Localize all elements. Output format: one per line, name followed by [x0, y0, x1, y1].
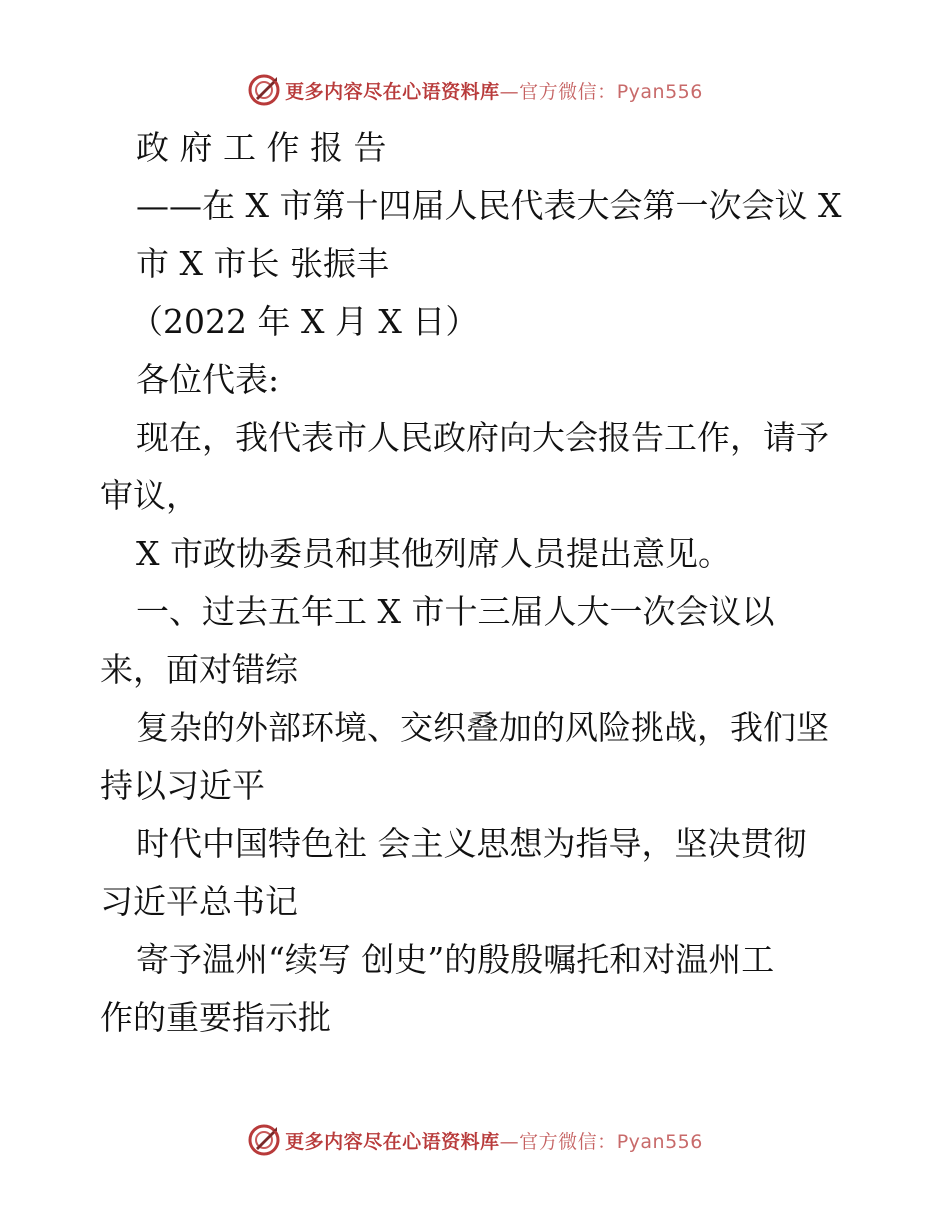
paragraph-5-line1: 时代中国特色社 会主义思想为指导，坚决贯彻: [136, 824, 807, 863]
watermark-footer: [0, 1120, 950, 1160]
paragraph-1-line1: 现在，我代表市人民政府向大会报告工作，请予: [136, 418, 829, 457]
document-subtitle-line2: 市 X 市长 张振丰: [136, 244, 389, 283]
watermark-wechat-id: Pyan556: [616, 1130, 703, 1153]
salutation: 各位代表:: [136, 360, 280, 399]
watermark-text: [285, 1127, 703, 1154]
paragraph-1-line2: 审议，: [100, 476, 199, 515]
watermark-brand: 更多内容尽在心语资料库: [285, 80, 500, 103]
document-date: （2022 年 X 月 X 日）: [130, 302, 479, 341]
paragraph-3-line2: 来，面对错综: [100, 650, 298, 689]
watermark-text: [285, 77, 703, 104]
watermark-official: 官方微信：: [519, 80, 617, 103]
watermark-separator: —: [499, 80, 520, 103]
paragraph-6-line2: 作的重要指示批: [100, 998, 331, 1037]
paragraph-4-line1: 复杂的外部环境、交织叠加的风险挑战，我们坚: [136, 708, 829, 747]
watermark-wechat-id: Pyan556: [616, 80, 703, 103]
paragraph-2: X 市政协委员和其他列席人员提出意见。: [136, 534, 731, 573]
watermark-brand: 更多内容尽在心语资料库: [285, 1130, 500, 1153]
brand-logo-icon: [247, 1123, 281, 1157]
paragraph-4-line2: 持以习近平: [100, 766, 265, 805]
document-subtitle-line1: ——在 X 市第十四届人民代表大会第一次会议 X: [136, 186, 842, 225]
paragraph-5-line2: 习近平总书记: [100, 882, 298, 921]
paragraph-6-line1: 寄予温州“续写 创史”的殷殷嘱托和对温州工: [136, 940, 775, 979]
watermark-header: [0, 70, 950, 110]
brand-logo-icon: [247, 73, 281, 107]
document-title: 政 府 工 作 报 告: [136, 128, 387, 167]
watermark-separator: —: [499, 1130, 520, 1153]
paragraph-3-line1: 一、过去五年工 X 市十三届人大一次会议以: [136, 592, 775, 631]
watermark-official: 官方微信：: [519, 1130, 617, 1153]
